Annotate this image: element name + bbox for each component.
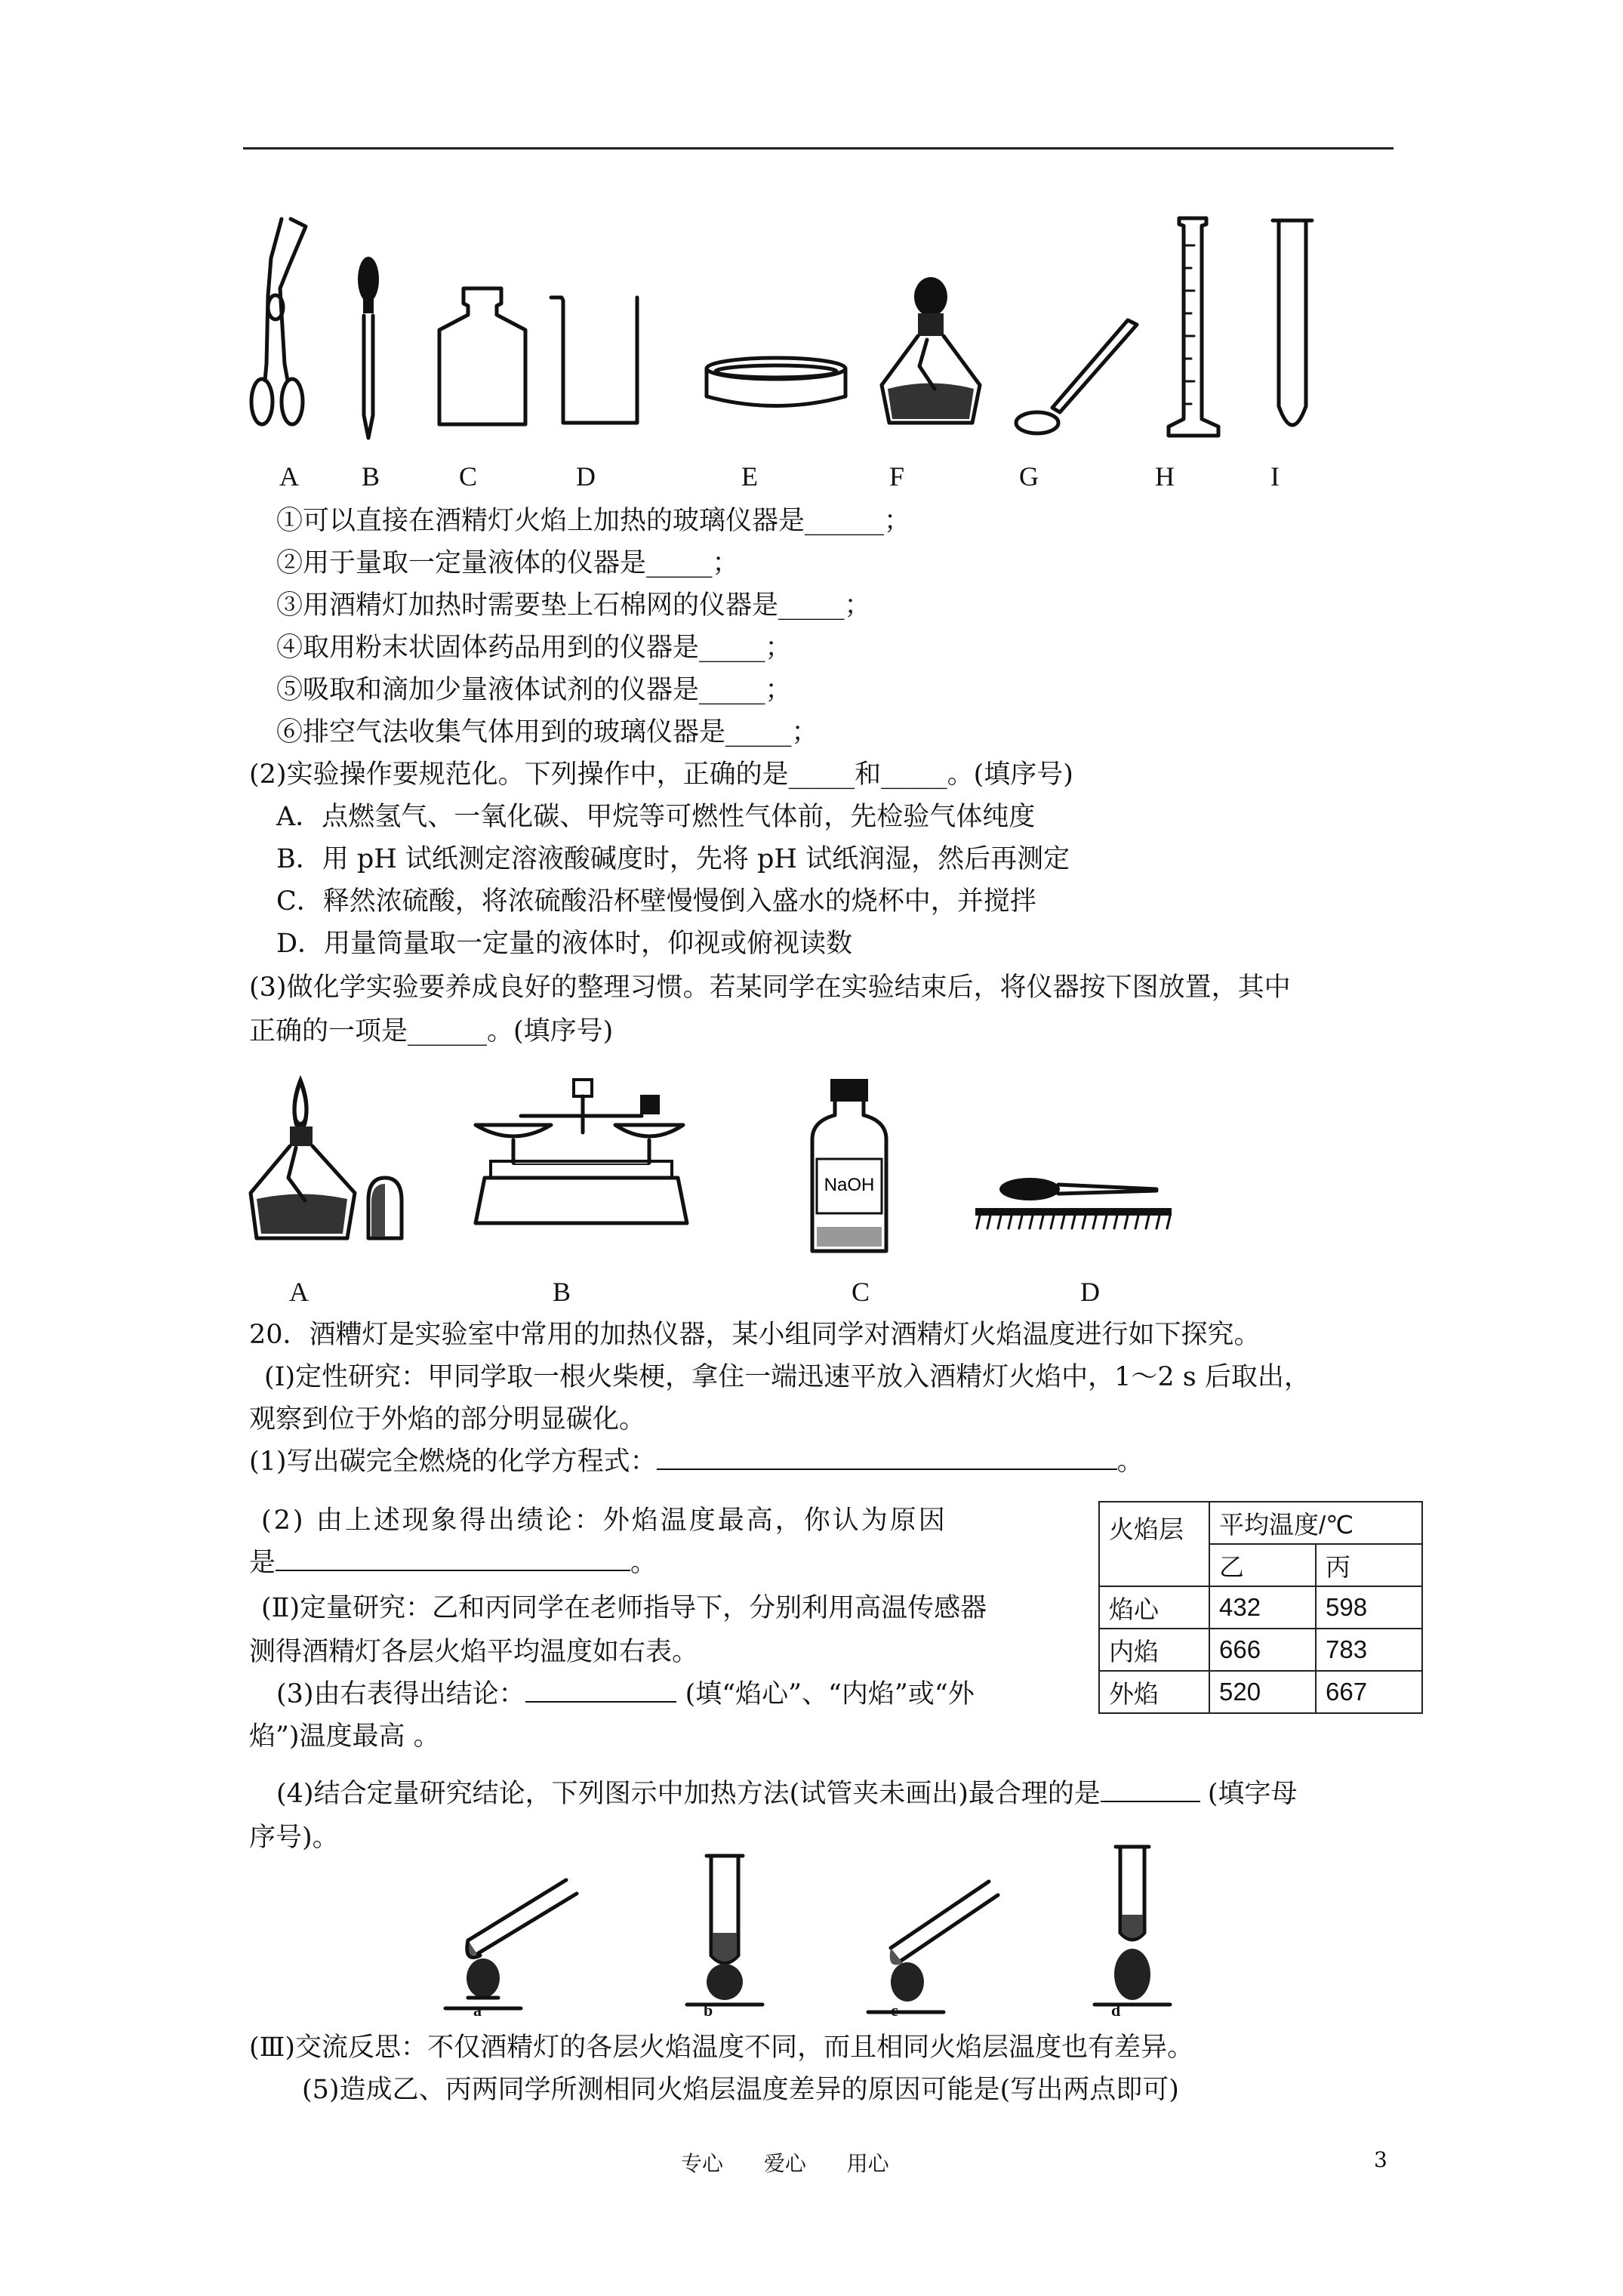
q2-option: D．用量筒量取一定量的液体时，仰视或俯视读数 <box>276 929 853 959</box>
instrument-label: I <box>1270 461 1280 492</box>
table-cell-yi: 520 <box>1209 1671 1316 1713</box>
q1-item: ⑥排空气法收集气体用到的玻璃仪器是_____； <box>276 717 818 747</box>
placement-naoh-bottle <box>808 1076 891 1257</box>
instrument-graduated-cylinder <box>1166 215 1233 442</box>
heating-label: d <box>1111 2001 1121 2020</box>
temperature-table <box>1098 1501 1423 1714</box>
q20-s1 <box>249 1445 1144 1478</box>
q20-s2-a: (2) 由上述现象得出绩论：外焰温度最高，你认为原因 <box>261 1505 947 1536</box>
answer-blank[interactable] <box>276 1547 630 1571</box>
q2-option: B．用 pH 试纸测定溶液酸碱度时，先将 pH 试纸润湿，然后再测定 <box>276 844 1070 874</box>
answer-blank[interactable] <box>1101 1778 1200 1802</box>
placement-label: C <box>852 1277 870 1307</box>
q20-s3-a-text: (3)由右表得出结论： <box>276 1679 525 1709</box>
q20-s1-text: (1)写出碳完全燃烧的化学方程式： <box>249 1447 657 1477</box>
instrument-tongs <box>245 213 321 439</box>
instrument-label: E <box>741 461 758 492</box>
heating-label: c <box>891 2001 898 2020</box>
footer-word: 专心 <box>681 2151 724 2176</box>
q20-s4-c: 序号)。 <box>249 1823 339 1853</box>
table-cell-bing: 783 <box>1316 1629 1422 1671</box>
instrument-label: H <box>1155 461 1175 492</box>
q20-part2-a: (Ⅱ)定量研究：乙和丙同学在老师指导下，分别利用高温传感器 <box>261 1593 987 1623</box>
page-number: 3 <box>1374 2147 1387 2172</box>
footer-word: 用心 <box>846 2151 889 2176</box>
q3-line1: (3)做化学实验要养成良好的整理习惯。若某同学在实验结束后，将仪器按下图放置，其中 <box>249 972 1291 1003</box>
instrument-bottle <box>433 285 531 428</box>
table-header-layer: 火焰层 <box>1099 1502 1209 1586</box>
instrument-label: C <box>459 461 478 492</box>
instrument-dropper <box>353 257 383 461</box>
table-subheader: 乙 <box>1209 1544 1316 1586</box>
q20-part1-b: 观察到位于外焰的部分明显碳化。 <box>249 1404 646 1435</box>
q20-part2-b: 测得酒精灯各层火焰平均温度如右表。 <box>249 1637 699 1667</box>
naoh-label: NaOH <box>824 1175 875 1195</box>
q20-intro: 20．酒糟灯是实验室中常用的加热仪器，某小组同学对酒精灯火焰温度进行如下探究。 <box>249 1320 1261 1350</box>
instrument-label: G <box>1019 461 1039 492</box>
table-cell-layer: 内焰 <box>1099 1629 1209 1671</box>
heating-figure-d <box>1087 1842 1178 2008</box>
answer-blank[interactable] <box>657 1446 1117 1470</box>
q20-s4-b-text: (填字母 <box>1207 1779 1298 1809</box>
heating-label: b <box>704 2001 713 2020</box>
table-row <box>1099 1671 1422 1713</box>
instrument-label: D <box>576 461 596 492</box>
q20-s1-end: 。 <box>1116 1447 1144 1477</box>
q20-s4-a-text: (4)结合定量研究结论，下列图示中加热方法(试管夹未画出)最合理的是 <box>276 1779 1101 1809</box>
instrument-label: B <box>362 461 380 492</box>
q1-item: ④取用粉末状固体药品用到的仪器是_____； <box>276 633 792 663</box>
instrument-evaporating-dish <box>701 355 852 415</box>
table-row <box>1099 1586 1422 1629</box>
footer-word: 爱心 <box>763 2151 806 2176</box>
q20-s4-a <box>276 1777 1298 1811</box>
heating-figure-b <box>679 1850 770 2001</box>
table-cell-bing: 598 <box>1316 1586 1422 1629</box>
instrument-test-tube <box>1268 217 1321 444</box>
q2-option: A．点燃氢气、一氧化碳、甲烷等可燃性气体前，先检验气体纯度 <box>276 802 1036 832</box>
table-row <box>1099 1629 1422 1671</box>
instrument-alcohol-lamp <box>874 276 987 434</box>
q20-s2-b-text: 是 <box>249 1548 276 1578</box>
heating-label: a <box>473 2001 482 2020</box>
q1-item: ②用于量取一定量液体的仪器是_____； <box>276 548 739 578</box>
instrument-label: A <box>279 461 299 492</box>
footer-motto <box>681 2147 889 2177</box>
placement-balance <box>468 1072 694 1238</box>
q20-part3: (Ⅲ)交流反思：不仅酒精灯的各层火焰温度不同，而且相同火焰层温度也有差异。 <box>249 2032 1194 2063</box>
q20-s3-a <box>276 1678 975 1711</box>
table-cell-bing: 667 <box>1316 1671 1422 1713</box>
placement-label: B <box>553 1277 571 1307</box>
placement-label: D <box>1080 1277 1100 1307</box>
table-cell-layer: 外焰 <box>1099 1671 1209 1713</box>
instrument-beaker <box>548 294 646 430</box>
q20-s5: (5)造成乙、丙两同学所测相同火焰层温度差异的原因可能是(写出两点即可) <box>302 2075 1179 2105</box>
heating-figure-c <box>853 1865 1012 2016</box>
q20-s3-b-text: (填“焰心”、“内焰”或“外 <box>685 1679 975 1709</box>
placement-label: A <box>289 1277 309 1307</box>
q2-option: C．释然浓硫酸，将浓硫酸沿杯壁慢慢倒入盛水的烧杯中，并搅拌 <box>276 886 1036 917</box>
q1-item: ⑤吸取和滴加少量液体试剂的仪器是_____； <box>276 675 792 705</box>
q20-s2-b <box>249 1546 657 1579</box>
table-subheader: 丙 <box>1316 1544 1422 1586</box>
table-cell-layer: 焰心 <box>1099 1586 1209 1629</box>
placement-dropper-on-mat <box>975 1166 1172 1234</box>
header-rule <box>243 147 1394 149</box>
table-cell-yi: 432 <box>1209 1586 1316 1629</box>
q20-s3-c: 焰”)温度最高 。 <box>249 1721 440 1752</box>
q20-s2-end: 。 <box>630 1548 658 1578</box>
q3-line2: 正确的一项是______。(填序号) <box>249 1016 614 1046</box>
table-header-avg: 平均温度/℃ <box>1209 1502 1422 1544</box>
heating-figure-a <box>438 1865 589 2016</box>
instrument-spoon <box>1015 316 1143 436</box>
answer-blank[interactable] <box>525 1678 676 1703</box>
q2-stem: (2)实验操作要规范化。下列操作中，正确的是_____和_____。(填序号) <box>249 760 1073 790</box>
instrument-label: F <box>889 461 905 492</box>
table-cell-yi: 666 <box>1209 1629 1316 1671</box>
q1-item: ①可以直接在酒精灯火焰上加热的玻璃仪器是______； <box>276 506 911 536</box>
placement-lamp-with-cap <box>242 1072 415 1246</box>
q20-part1-a: (Ⅰ)定性研究：甲同学取一根火柴梗，拿住一端迅速平放入酒精灯火焰中，1～2 s 后取出， <box>264 1362 1310 1392</box>
q1-item: ③用酒精灯加热时需要垫上石棉网的仪器是_____； <box>276 590 871 621</box>
